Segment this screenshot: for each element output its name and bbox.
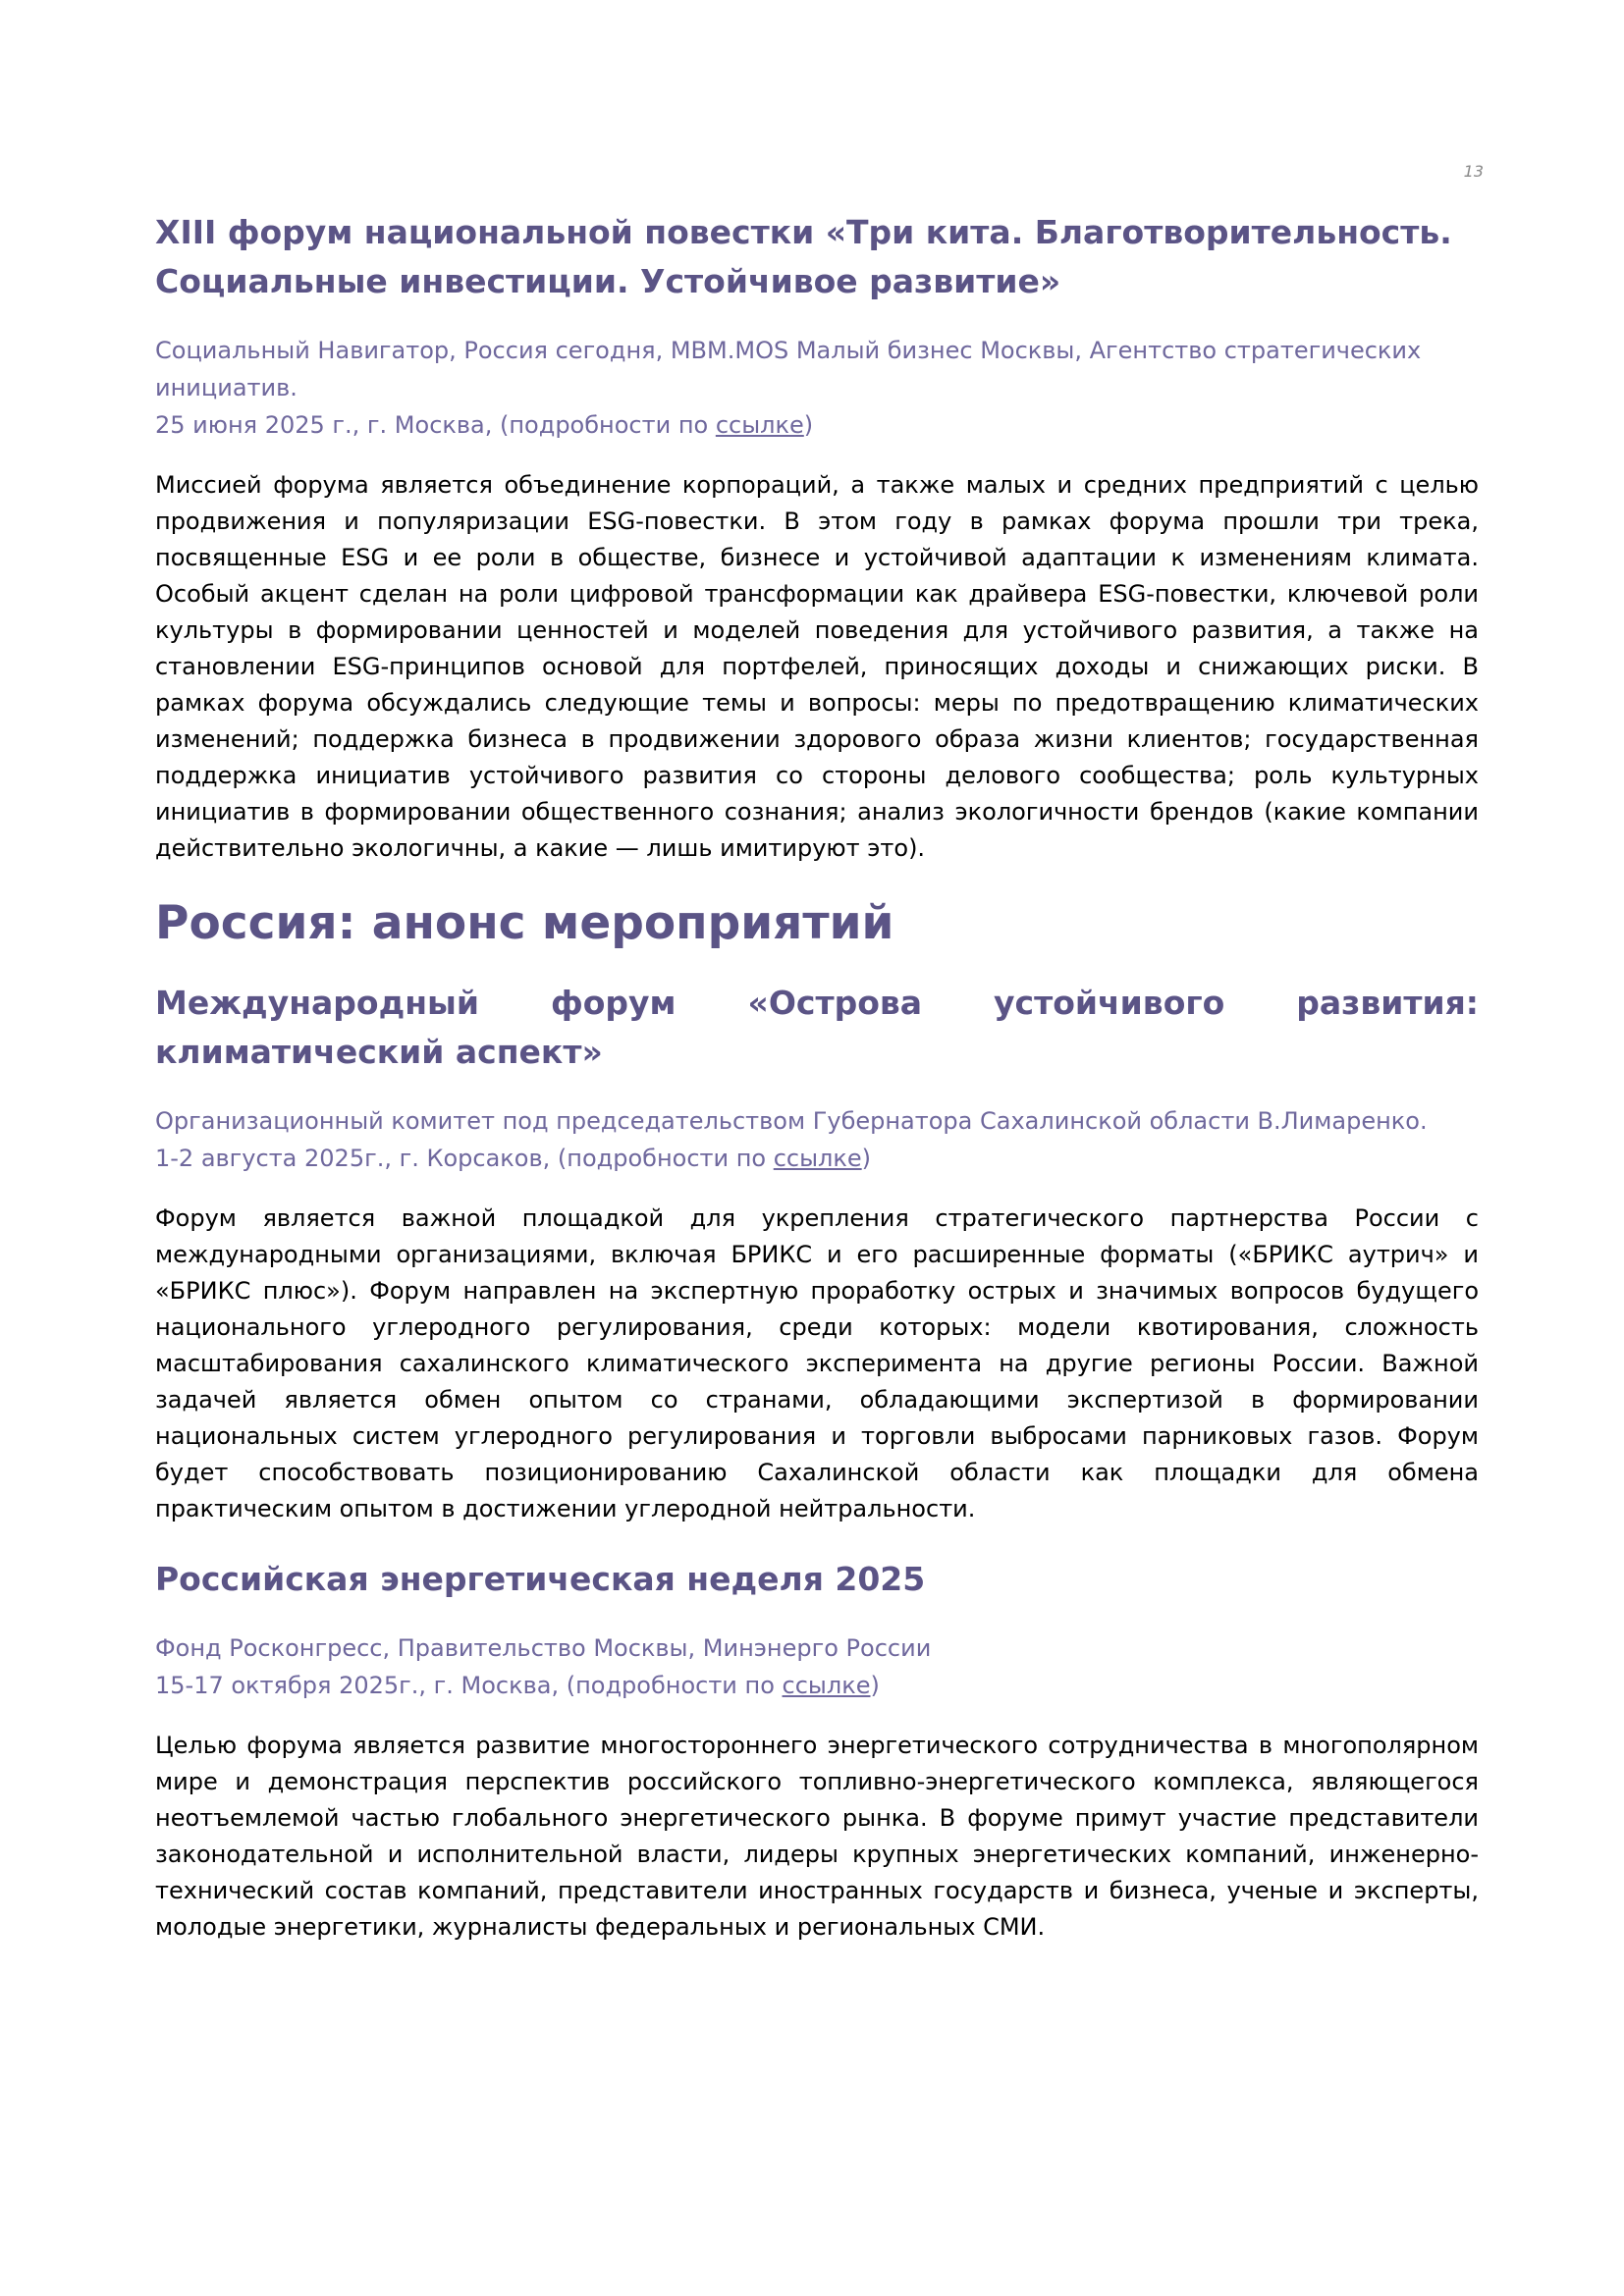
- details-link[interactable]: ссылке: [773, 1145, 862, 1172]
- details-link[interactable]: ссылке: [715, 411, 804, 439]
- event-title: [155, 208, 1479, 306]
- close-paren: ): [870, 1672, 880, 1699]
- event-organizers: Организационный комитет под председательством Губернатора Сахалинской области В.Лимаренко.: [155, 1107, 1428, 1135]
- section-heading: Россия: анонс мероприятий: [155, 896, 894, 950]
- event-meta: [155, 1102, 1479, 1177]
- event-forum-xiii: [155, 208, 1479, 867]
- event-title-line: XIII форум национальной повестки «Три кита. Благотворительность.: [155, 213, 1452, 251]
- event-date-place: [155, 1140, 1479, 1177]
- event-title: Российская энергетическая неделя 2025: [155, 1560, 926, 1598]
- details-link[interactable]: ссылке: [782, 1672, 871, 1699]
- event-title-line: Социальные инвестиции. Устойчивое развитие»: [155, 262, 1061, 300]
- event-energy-week: [155, 1555, 1479, 1946]
- event-islands-forum: [155, 979, 1479, 1527]
- close-paren: ): [803, 411, 814, 439]
- event-description: Форум является важной площадкой для укрепления стратегического партнерства России с международными организациями, включая БРИКС и его расширенные форматы («БРИКС аутрич» и «БРИКС плюс»). Форум направлен на экспертную проработку острых и значимых вопросов будущего национального углеродного регулирования, среди которых: модели квотирования, сложность масштабирования сахалинского климатического эксперимента на другие регионы России. Важной задачей является обмен опытом со странами, обладающими экспертизой в формировании национальных систем углеродного регулирования и торговли выбросами парниковых газов. Форум будет способствовать позиционированию Сахалинской области как площадки для обмена практическим опытом в достижении углеродной нейтральности.: [155, 1204, 1479, 1522]
- event-description: Целью форума является развитие многостороннего энергетического сотрудничества в многополярном мире и демонстрация перспектив российского топливно-энергетического комплекса, являющегося неотъемлемой частью глобального энергетического рынка. В форуме примут участие представители законодательной и исполнительной власти, лидеры крупных энергетических компаний, инженерно-технический состав компаний, представители иностранных государств и бизнеса, ученые и эксперты, молодые энергетики, журналисты федеральных и региональных СМИ.: [155, 1732, 1479, 1941]
- event-title-line: климатический аспект»: [155, 1033, 603, 1071]
- event-meta: [155, 332, 1479, 444]
- event-organizers: Социальный Навигатор, Россия сегодня, MBM.MOS Малый бизнес Москвы, Агентство стратегических инициатив.: [155, 337, 1422, 401]
- event-date-place: [155, 406, 1479, 444]
- event-date-place: [155, 1667, 1479, 1704]
- page-content: [155, 208, 1479, 1973]
- event-organizers: Фонд Росконгресс, Правительство Москвы, Минэнерго России: [155, 1634, 932, 1662]
- event-title: [155, 979, 1479, 1077]
- close-paren: ): [861, 1145, 872, 1172]
- event-description: Миссией форума является объединение корпораций, а также малых и средних предприятий с целью продвижения и популяризации ESG-повестки. В этом году в рамках форума прошли три трека, посвященные ESG и ее роли в обществе, бизнесе и устойчивой адаптации к изменениям климата. Особый акцент сделан на роли цифровой трансформации как драйвера ESG-повестки, ключевой роли культуры в формировании ценностей и моделей поведения для устойчивого развития, а также на становлении ESG-принципов основой для портфелей, приносящих доходы и снижающих риски. В рамках форума обсуждались следующие темы и вопросы: меры по предотвращению климатических изменений; поддержка бизнеса в продвижении здорового образа жизни клиентов; государственная поддержка инициатив устойчивого развития со стороны делового сообщества; роль культурных инициатив в формировании общественного сознания; анализ экологичности брендов (какие компании действительно экологичны, а какие — лишь имитируют это).: [155, 471, 1479, 862]
- event-meta: [155, 1629, 1479, 1704]
- page-number: 13: [1463, 162, 1484, 181]
- event-date-text: 1-2 августа 2025г., г. Корсаков, (подробности по: [155, 1145, 774, 1172]
- event-date-text: 15-17 октября 2025г., г. Москва, (подробности по: [155, 1672, 783, 1699]
- event-date-text: 25 июня 2025 г., г. Москва, (подробности по: [155, 411, 716, 439]
- event-title-line: Международный форум «Острова устойчивого развития:: [155, 984, 1479, 1022]
